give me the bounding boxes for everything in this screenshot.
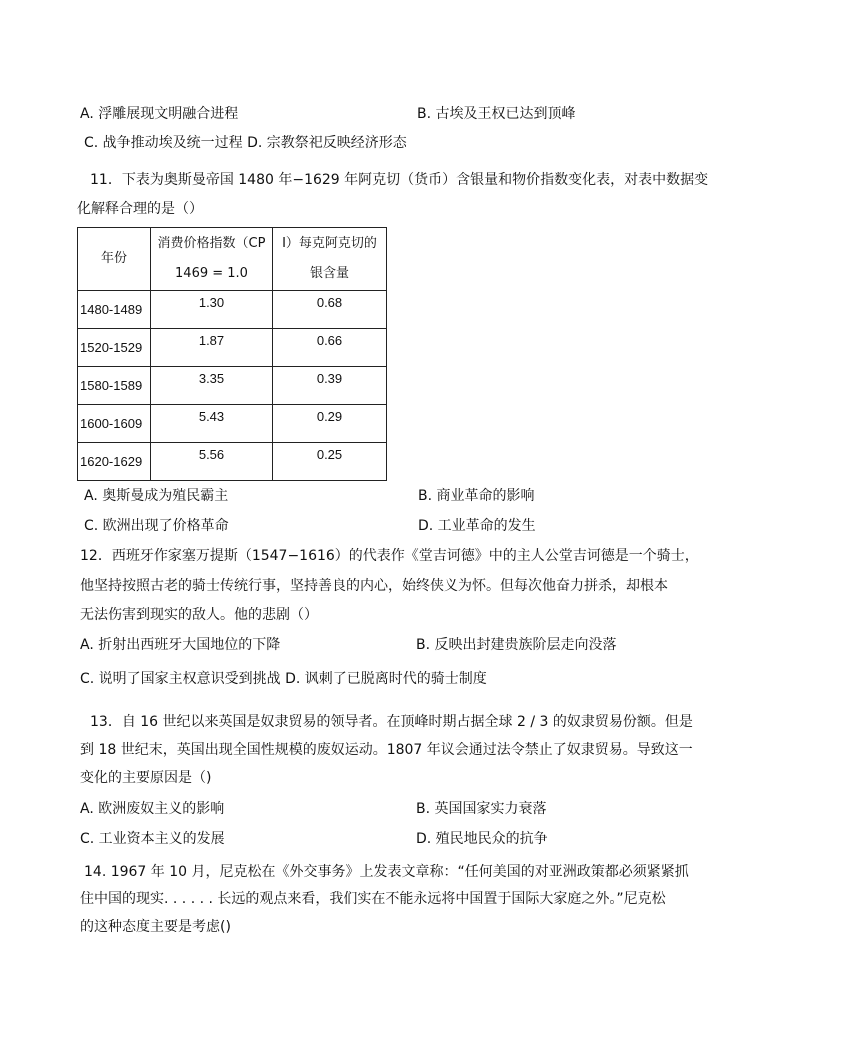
q13-stem: 变化的主要原因是（) bbox=[80, 770, 212, 786]
q11-data-table bbox=[77, 227, 387, 481]
q12-stem: 他坚持按照古老的骑士传统行事，坚持善良的内心，始终侠义为怀。但每次他奋力拼杀，却根本 bbox=[80, 578, 668, 594]
q11-stem: 11．下表为奥斯曼帝国 1480 年−1629 年阿克切（货币）含银量和物价指数变化表，对表中数据变 bbox=[90, 172, 709, 188]
cell-year: 1480-1489 bbox=[78, 291, 151, 329]
table-row bbox=[78, 291, 387, 329]
q14-stem: 的这种态度主要是考虑() bbox=[80, 919, 231, 935]
q14-stem: 14. 1967 年 10 月，尼克松在《外交事务》上发表文章称：“任何美国的对亚洲政策都必须紧紧抓 bbox=[84, 864, 689, 880]
table-row bbox=[78, 443, 387, 481]
header-year: 年份 bbox=[78, 228, 151, 291]
q13-option-c: C. 工业资本主义的发展 bbox=[80, 831, 225, 847]
cell-silver: 0.25 bbox=[273, 443, 387, 481]
q11-option-d: D. 工业革命的发生 bbox=[418, 518, 536, 534]
header-silver-line1: I）每克阿克切的 bbox=[282, 236, 377, 251]
q13-option-a: A. 欧洲废奴主义的影响 bbox=[80, 801, 225, 817]
table-header-row bbox=[78, 228, 387, 291]
cell-silver: 0.68 bbox=[273, 291, 387, 329]
q10-option-cd: C. 战争推动埃及统一过程 D. 宗教祭祀反映经济形态 bbox=[84, 135, 407, 151]
header-cpi-line1: 消费价格指数（CP bbox=[157, 236, 266, 251]
q13-stem: 13．自 16 世纪以来英国是奴隶贸易的领导者。在顶峰时期占据全球 2 / 3 的奴隶贸易份额。但是 bbox=[90, 714, 693, 730]
q12-stem: 12．西班牙作家塞万提斯（1547−1616）的代表作《堂吉诃德》中的主人公堂吉诃德是一个骑士， bbox=[80, 548, 699, 564]
cell-cpi: 3.35 bbox=[151, 367, 273, 405]
header-cpi bbox=[151, 228, 273, 291]
cell-year: 1520-1529 bbox=[78, 329, 151, 367]
header-silver bbox=[273, 228, 387, 291]
cell-cpi: 5.43 bbox=[151, 405, 273, 443]
q11-option-a: A. 奥斯曼成为殖民霸主 bbox=[84, 488, 229, 504]
q14-stem: 住中国的现实. . . . . . 长远的观点来看，我们实在不能永远将中国置于国际大家庭之外。”尼克松 bbox=[80, 891, 666, 907]
header-silver-line2: 银含量 bbox=[309, 266, 349, 281]
q12-stem: 无法伤害到现实的敌人。他的悲剧（） bbox=[80, 607, 318, 623]
q12-option-b: B. 反映出封建贵族阶层走向没落 bbox=[416, 637, 617, 653]
cell-silver: 0.29 bbox=[273, 405, 387, 443]
table-row bbox=[78, 329, 387, 367]
cell-cpi: 5.56 bbox=[151, 443, 273, 481]
q11-stem: 化解释合理的是（） bbox=[77, 201, 203, 217]
q13-stem: 到 18 世纪末，英国出现全国性规模的废奴运动。1807 年议会通过法令禁止了奴隶贸易。导致这一 bbox=[80, 742, 693, 758]
header-cpi-line2: 1469 = 1.0 bbox=[175, 266, 248, 281]
cell-year: 1580-1589 bbox=[78, 367, 151, 405]
q10-option-a: A. 浮雕展现文明融合进程 bbox=[80, 106, 239, 122]
q12-option-a: A. 折射出西班牙大国地位的下降 bbox=[80, 637, 281, 653]
q13-option-d: D. 殖民地民众的抗争 bbox=[416, 831, 548, 847]
q11-option-b: B. 商业革命的影响 bbox=[418, 488, 535, 504]
table-row bbox=[78, 405, 387, 443]
q12-option-cd: C. 说明了国家主权意识受到挑战 D. 讽刺了已脱离时代的骑士制度 bbox=[80, 671, 487, 687]
cell-year: 1600-1609 bbox=[78, 405, 151, 443]
cell-silver: 0.66 bbox=[273, 329, 387, 367]
cell-year: 1620-1629 bbox=[78, 443, 151, 481]
q10-option-b: B. 古埃及王权已达到顶峰 bbox=[417, 106, 576, 122]
cell-cpi: 1.30 bbox=[151, 291, 273, 329]
q13-option-b: B. 英国国家实力衰落 bbox=[416, 801, 547, 817]
q11-option-c: C. 欧洲出现了价格革命 bbox=[84, 518, 229, 534]
cell-silver: 0.39 bbox=[273, 367, 387, 405]
cell-cpi: 1.87 bbox=[151, 329, 273, 367]
table-row bbox=[78, 367, 387, 405]
